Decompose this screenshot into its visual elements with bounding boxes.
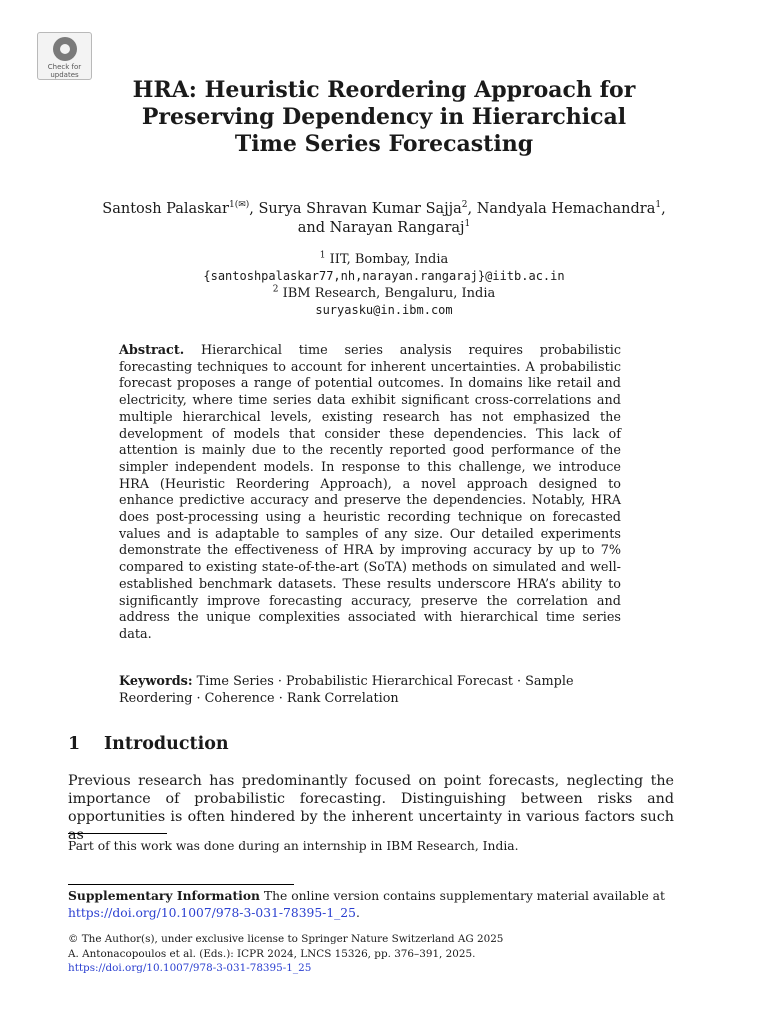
doi-link[interactable]: https://doi.org/10.1007/978-3-031-78395-1_25 xyxy=(68,962,312,974)
title-line: Preserving Dependency in Hierarchical xyxy=(141,104,627,130)
supplementary-info: Supplementary Information The online version contains supplementary material available at https://doi.org/10.1007/978-3-031-78395-1_25. xyxy=(68,888,665,920)
section-heading xyxy=(68,734,229,754)
supplementary-link[interactable]: https://doi.org/10.1007/978-3-031-78395-1_25 xyxy=(68,906,356,920)
author-name: , Nandyala Hemachandra xyxy=(467,201,656,217)
author-name: and Narayan Rangaraj xyxy=(297,220,465,236)
footnote: Part of this work was done during an internship in IBM Research, India. xyxy=(68,839,519,853)
section-number: 1 xyxy=(68,734,81,754)
title-line: HRA: Heuristic Reordering Approach for xyxy=(132,77,636,103)
title-line: Time Series Forecasting xyxy=(234,131,534,157)
paper-title xyxy=(60,77,708,158)
section-title: Introduction xyxy=(104,734,229,754)
author-name: Santosh Palaskar xyxy=(102,201,229,217)
abstract-label: Abstract. xyxy=(119,343,185,358)
keywords-label: Keywords: xyxy=(119,674,193,689)
supplementary-label: Supplementary Information xyxy=(68,888,260,903)
badge-label: Check for updates xyxy=(47,63,82,79)
affiliation-email[interactable]: {santoshpalaskar77,nh,narayan.rangaraj}@iitb.ac.in xyxy=(203,269,565,283)
affiliation-email[interactable]: suryasku@in.ibm.com xyxy=(315,303,453,317)
author-affil-mark: 1 xyxy=(464,219,471,230)
affiliation-org: IBM Research, Bengaluru, India xyxy=(278,286,496,301)
update-icon xyxy=(53,37,77,61)
citation-line: A. Antonacopoulos et al. (Eds.): ICPR 2024, LNCS 15326, pp. 376–391, 2025. xyxy=(68,947,476,960)
author-name: , Surya Shravan Kumar Sajja xyxy=(249,201,462,217)
author-affil-mark: 2 xyxy=(461,200,468,211)
footnote-divider xyxy=(68,833,167,834)
abstract-text: Hierarchical time series analysis requires probabilistic forecasting techniques to account for inherent uncertainties. A probabilistic forecast proposes a range of potential outcomes. In domains like retail and electricity, where time series data exhibit significant cross-correlations and multiple hierarchical levels, existing research has not emphasized the development of models that consider these dependencies. This lack of attention is mainly due to the recently reported good performance of the simpler independent models. In response to this challenge, we introduce HRA (Heuristic Reordering Approach), a novel approach designed to enhance predictive accuracy and preserve the dependencies. Notably, HRA does post-processing using a heuristic recording technique on forecasted values and is adaptable to samples of any size. Our detailed experiments demonstrate the effectiveness of HRA by improving accuracy by up to 7% compared to existing state-of-the-art (SoTA) methods on simulated and well-established benchmark datasets. These results underscore HRA’s ability to significantly improve forecasting accuracy, preserve the correlation and address the unique complexities associated with hierarchical time series data. xyxy=(119,343,621,642)
keywords-text: Time Series · Probabilistic Hierarchical Forecast · Sample Reordering · Coherence · Rank Correlation xyxy=(119,674,574,706)
supplementary-divider xyxy=(68,884,294,885)
affiliations: $^1$ IIT, Bombay, India {santoshpalaskar77,nh,narayan.rangaraj}@iitb.ac.in $^2$ IBM Research, Bengaluru, India suryasku@in.ibm.com xyxy=(60,251,708,319)
author-list: Santosh Palaskar$^{1(✉)}$, Surya Shravan Kumar Sajja$^2$, Nandyala Hemachandra$^1$, and Narayan Rangaraj$^1$ xyxy=(102,200,666,236)
author-affil-mark: 1(✉) xyxy=(228,200,250,211)
keywords xyxy=(119,674,621,707)
check-for-updates-badge[interactable] xyxy=(37,32,92,80)
affiliation-org: IIT, Bombay, India xyxy=(325,252,449,267)
copyright-line: © The Author(s), under exclusive license to Springer Nature Switzerland AG 2025 xyxy=(68,933,504,945)
copyright-block xyxy=(68,932,688,976)
abstract xyxy=(119,343,621,644)
author-affil-mark: 1 xyxy=(655,200,662,211)
intro-paragraph: Previous research has predominantly focused on point forecasts, neglecting the importance of probabilistic forecasting. Distinguishing between risks and opportunities is often hindered by the inherent uncertainty in various factors such as xyxy=(68,773,674,843)
